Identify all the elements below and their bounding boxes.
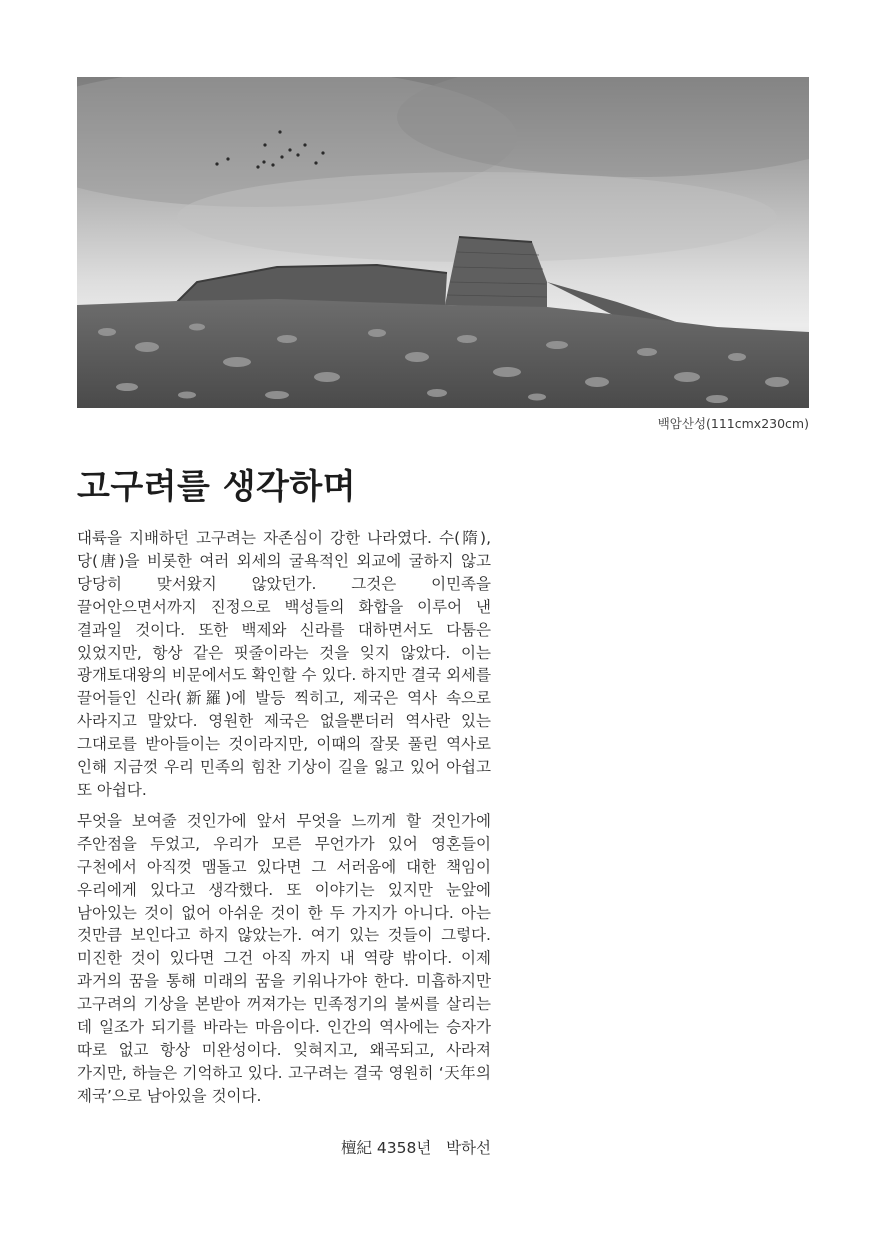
paragraph-1: 대륙을 지배하던 고구려는 자존심이 강한 나라였다. 수(隋), 당(唐)을 비롯한 여러 외세의 굴욕적인 외교에 굴하지 않고 당당히 맞서왔지 않았던가. 그것은 이민족을 끌어안으면서까지 진정으로 백성들의 화합을 이루어 낸 결과일 것이다. 또한 백제와 신라를 대하면서도 다툼은 있었지만, 항상 같은 핏줄이라는 것을 잊지 않았다. 이는 광개토대왕의 비문에서도 확인할 수 있다. 하지만 결국 외세를 끌어들인 신라(新羅)에 발등 찍히고, 제국은 역사 속으로 사라지고 말았다. 영원한 제국은 없을뿐더러 역사란 있는 그대로를 받아들이는 것이라지만, 이때의 잘못 풀린 역사로 인해 지금껏 우리 민족의 힘찬 기상이 길을 잃고 있어 아쉽고 또 아쉽다. — [77, 529, 491, 799]
photo-caption: 백암산성(111cmx230cm) — [657, 416, 809, 431]
signature: 檀紀 4358년 박하선 — [340, 1139, 491, 1157]
paragraph-2: 무엇을 보여줄 것인가에 앞서 무엇을 느끼게 할 것인가에 주안점을 두었고, 우리가 모른 무언가가 있어 영혼들이 구천에서 아직껏 맴돌고 있다면 그 서러움에 대한 책임이 우리에게 있다고 생각했다. 또 이야기는 있지만 눈앞에 남아있는 것이 없어 아쉬운 것이 한 두 가지가 아니다. 아는 것만큼 보인다고 하지 않았는가. 여기 있는 것들이 그렇다. 미진한 것이 있다면 그건 아직 까지 내 역량 밖이다. 이제 과거의 꿈을 통해 미래의 꿈을 키워나가야 한다. 미흡하지만 고구려의 기상을 본받아 꺼져가는 민족정기의 불씨를 살리는 데 일조가 되기를 바라는 마음이다. 인간의 역사에는 승자가 따로 없고 항상 미완성이다. 잊혀지고, 왜곡되고, 사라져 가지만, 하늘은 기억하고 있다. 고구려는 결국 영원히 ‘天年의 제국’으로 남아있을 것이다. — [77, 811, 491, 1105]
baekam-fortress-image — [77, 77, 809, 408]
article-body — [77, 527, 491, 1108]
fortress-photo — [77, 77, 809, 408]
article-title: 고구려를 생각하며 — [77, 467, 357, 507]
